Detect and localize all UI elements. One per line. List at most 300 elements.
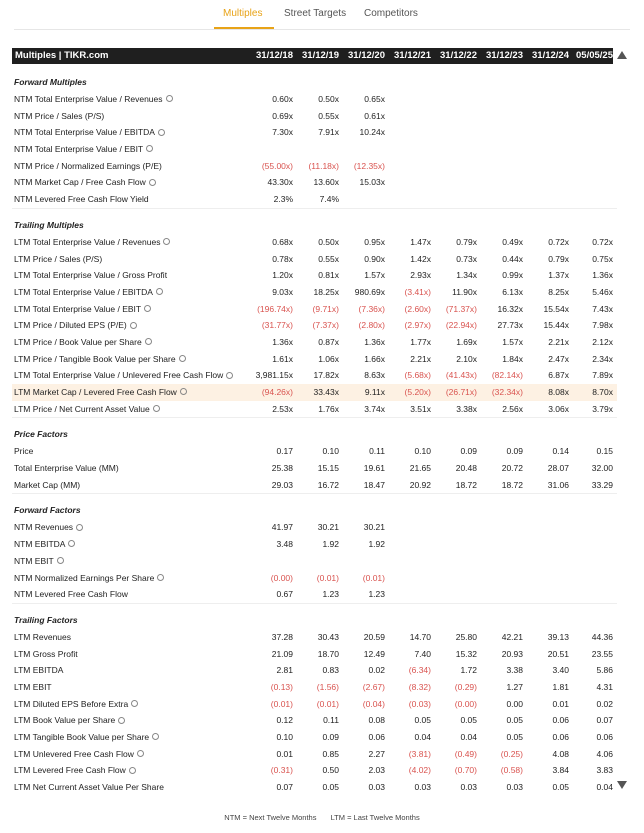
info-icon[interactable] <box>118 717 125 724</box>
table-cell: 1.92 <box>368 539 385 550</box>
row-label-text: LTM Total Enterprise Value / Unlevered Free Cash Flow <box>14 370 224 381</box>
table-cell: 21.65 <box>409 463 431 474</box>
row-label-text: Price <box>14 446 34 457</box>
table-cell: 0.79x <box>456 236 477 247</box>
table-cell: 2.56x <box>502 403 523 414</box>
table-cell: 0.78x <box>272 253 293 264</box>
column-header: 31/12/23 <box>486 50 523 61</box>
row-label-text: NTM Total Enterprise Value / EBIT <box>14 144 144 155</box>
table-cell: 0.95x <box>364 236 385 247</box>
table-cell: 0.09 <box>506 446 523 457</box>
table-row[interactable] <box>12 712 617 729</box>
table-cell: (2.80x) <box>358 320 385 331</box>
table-cell: 20.72 <box>501 463 523 474</box>
table-cell: (8.32) <box>408 681 431 692</box>
table-cell: (3.81) <box>408 748 431 759</box>
table-cell: 8.63x <box>364 370 385 381</box>
table-cell: 14.70 <box>409 631 431 642</box>
table-cell: 2.93x <box>410 270 431 281</box>
table-cell: 0.72x <box>548 236 569 247</box>
table-cell: 980.69x <box>354 286 385 297</box>
table-cell: 0.06 <box>552 715 569 726</box>
row-label <box>14 570 164 587</box>
row-label <box>14 460 119 477</box>
table-cell: 0.05 <box>460 715 477 726</box>
info-icon[interactable] <box>145 338 152 345</box>
info-icon[interactable] <box>129 767 136 774</box>
row-label <box>14 334 152 351</box>
table-cell: 2.12x <box>592 336 613 347</box>
table-cell: (82.14x) <box>491 370 523 381</box>
table-row[interactable] <box>12 317 617 334</box>
table-cell: 18.72 <box>501 479 523 490</box>
table-cell: 0.50x <box>318 94 339 104</box>
table-cell: 4.31 <box>596 681 613 692</box>
info-icon[interactable] <box>149 179 156 186</box>
table-row[interactable] <box>12 460 617 477</box>
row-label-text: NTM Price / Normalized Earnings (P/E) <box>14 160 162 171</box>
table-row[interactable] <box>12 234 617 251</box>
info-icon[interactable] <box>180 388 187 395</box>
table-cell: 3.40 <box>552 665 569 676</box>
table-cell: 0.65x <box>364 94 385 104</box>
table-cell: (5.20x) <box>404 387 431 397</box>
row-label <box>14 729 159 746</box>
table-cell: (7.36x) <box>358 303 385 314</box>
table-cell: 0.02 <box>368 665 385 676</box>
row-label-text: NTM Price / Sales (P/S) <box>14 110 105 121</box>
info-icon[interactable] <box>163 238 170 245</box>
table-cell: 25.80 <box>455 631 477 642</box>
table-cell: 30.21 <box>363 522 385 533</box>
table-cell: 0.05 <box>506 715 523 726</box>
table-cell: 3.79x <box>592 403 613 414</box>
table-cell: 0.05 <box>322 782 339 793</box>
table-row[interactable] <box>12 477 617 494</box>
table-cell: 0.04 <box>414 732 431 742</box>
table-header <box>12 48 613 64</box>
table-row[interactable] <box>12 536 617 553</box>
table-cell: (0.00) <box>454 698 477 709</box>
table-row[interactable] <box>12 141 617 158</box>
table-cell: 0.09 <box>460 446 477 457</box>
table-cell: 20.51 <box>547 648 569 659</box>
table-cell: (94.26x) <box>261 387 293 397</box>
table-cell: 18.47 <box>363 479 385 490</box>
table-cell: 8.25x <box>548 286 569 297</box>
row-label <box>14 367 233 384</box>
table-row[interactable] <box>12 158 617 175</box>
table-row[interactable] <box>12 519 617 536</box>
table-row[interactable] <box>12 586 617 603</box>
row-label <box>14 284 163 301</box>
table-row[interactable] <box>12 301 617 318</box>
table-row[interactable] <box>12 779 617 796</box>
table-cell: 0.17 <box>276 446 293 457</box>
table-cell: 1.42x <box>410 253 431 264</box>
section-title: Price Factors <box>14 429 68 440</box>
table-cell: 0.01 <box>552 698 569 709</box>
table-row[interactable] <box>12 662 617 679</box>
row-label-text: LTM Levered Free Cash Flow <box>14 765 126 776</box>
row-label-text: NTM Market Cap / Free Cash Flow <box>14 177 146 188</box>
table-row[interactable] <box>12 124 617 141</box>
table-cell: 18.70 <box>317 648 339 659</box>
table-cell: (0.25) <box>500 748 523 759</box>
row-label-text: LTM Book Value per Share <box>14 715 116 726</box>
table-cell: 2.21x <box>410 353 431 364</box>
row-label-text: LTM EBITDA <box>14 665 64 676</box>
row-label-text: LTM Revenues <box>14 631 72 642</box>
table-cell: 17.82x <box>313 370 339 381</box>
table-row[interactable] <box>12 91 617 108</box>
row-label <box>14 629 71 646</box>
row-label <box>14 191 149 208</box>
table-row[interactable] <box>12 351 617 368</box>
table-cell: 0.81x <box>318 270 339 281</box>
row-label <box>14 174 156 191</box>
table-cell: 16.72 <box>317 479 339 490</box>
table-cell: (0.58) <box>500 765 523 776</box>
tab-competitors[interactable]: Competitors <box>364 8 418 19</box>
row-label-text: LTM Market Cap / Levered Free Cash Flow <box>14 387 177 397</box>
table-cell: (26.71x) <box>445 387 477 397</box>
row-label <box>14 267 167 284</box>
table-cell: 33.43x <box>313 387 339 397</box>
info-icon[interactable] <box>131 700 138 707</box>
table-row[interactable] <box>12 646 617 663</box>
table-cell: 0.79x <box>548 253 569 264</box>
table-cell: 2.03 <box>368 765 385 776</box>
section-divider <box>12 417 617 426</box>
table-cell: 27.73x <box>497 320 523 331</box>
table-row[interactable] <box>12 401 617 418</box>
table-row[interactable] <box>12 384 617 401</box>
table-cell: 4.06 <box>596 748 613 759</box>
table-cell: 3.51x <box>410 403 431 414</box>
table-cell: 0.60x <box>272 94 293 104</box>
table-cell: (4.02) <box>408 765 431 776</box>
table-cell: 7.43x <box>592 303 613 314</box>
scroll-up-arrow-icon[interactable] <box>617 51 627 59</box>
table-cell: 13.60x <box>313 177 339 188</box>
row-label-text: LTM Total Enterprise Value / Gross Profit <box>14 270 168 281</box>
table-cell: 2.53x <box>272 403 293 414</box>
row-label <box>14 234 170 251</box>
table-cell: 0.67 <box>276 589 293 600</box>
table-cell: 33.29 <box>591 479 613 490</box>
table-cell: 0.55x <box>318 110 339 121</box>
table-row[interactable] <box>12 284 617 301</box>
info-icon[interactable] <box>157 574 164 581</box>
table-cell: 7.98x <box>592 320 613 331</box>
table-row[interactable] <box>12 174 617 191</box>
table-cell: (0.01) <box>362 572 385 583</box>
table-cell: (0.29) <box>454 681 477 692</box>
table-cell: 2.10x <box>456 353 477 364</box>
table-cell: 23.55 <box>591 648 613 659</box>
table-cell: 7.40 <box>414 648 431 659</box>
table-cell: 0.50x <box>318 236 339 247</box>
section-title: Trailing Multiples <box>14 219 84 230</box>
row-label-text: LTM Price / Sales (P/S) <box>14 253 103 264</box>
row-label <box>14 251 102 268</box>
row-label-text: NTM Total Enterprise Value / Revenues <box>14 94 163 104</box>
row-label-text: NTM Revenues <box>14 522 74 533</box>
table-cell: 16.32x <box>497 303 523 314</box>
table-cell: 7.30x <box>272 127 293 138</box>
row-label-text: NTM Total Enterprise Value / EBITDA <box>14 127 155 138</box>
tabs-divider <box>14 29 630 30</box>
row-label <box>14 746 144 763</box>
row-label <box>14 317 137 334</box>
table-cell: 2.47x <box>548 353 569 364</box>
row-label-text: LTM Price / Diluted EPS (P/E) <box>14 320 127 331</box>
table-cell: 15.54x <box>543 303 569 314</box>
table-row[interactable] <box>12 746 617 763</box>
table-cell: 19.61 <box>363 463 385 474</box>
row-label <box>14 91 173 108</box>
table-row[interactable] <box>12 553 617 570</box>
row-label-text: LTM Gross Profit <box>14 648 78 659</box>
table-cell: (55.00x) <box>261 160 293 171</box>
table-cell: 28.07 <box>547 463 569 474</box>
info-icon[interactable] <box>76 524 83 531</box>
table-cell: 0.06 <box>596 732 613 742</box>
table-cell: (5.68x) <box>404 370 431 381</box>
tab-bar <box>0 0 644 30</box>
info-icon[interactable] <box>153 405 160 412</box>
row-label-text: NTM Levered Free Cash Flow Yield <box>14 194 149 205</box>
table-cell: 20.59 <box>363 631 385 642</box>
table-cell: 30.21 <box>317 522 339 533</box>
table-cell: 0.03 <box>368 782 385 793</box>
info-icon[interactable] <box>130 322 137 329</box>
table-cell: 1.23 <box>368 589 385 600</box>
table-row[interactable] <box>12 729 617 746</box>
table-cell: 20.92 <box>409 479 431 490</box>
table-cell: 3.74x <box>364 403 385 414</box>
table-cell: 4.08 <box>552 748 569 759</box>
table-cell: (11.18x) <box>308 160 339 171</box>
table-cell: 0.02 <box>596 698 613 709</box>
table-cell: 15.32 <box>455 648 477 659</box>
table-cell: 0.90x <box>364 253 385 264</box>
tab-street-targets[interactable]: Street Targets <box>284 8 347 19</box>
info-icon[interactable] <box>226 372 233 379</box>
table-cell: 42.21 <box>501 631 523 642</box>
table-cell: 1.76x <box>318 403 339 414</box>
table-cell: 2.34x <box>592 353 613 364</box>
table-cell: 15.15 <box>317 463 339 474</box>
info-icon[interactable] <box>179 355 186 362</box>
table-cell: 18.72 <box>455 479 477 490</box>
row-label <box>14 536 75 553</box>
row-label-text: LTM Price / Book Value per Share <box>14 336 142 347</box>
table-cell: 15.44x <box>543 320 569 331</box>
table-cell: 0.61x <box>364 110 385 121</box>
table-cell: 11.90x <box>452 286 477 297</box>
table-cell: 0.00 <box>506 698 523 709</box>
ntm-legend: NTM = Next Twelve Months <box>224 813 317 822</box>
table-cell: 1.47x <box>410 236 431 247</box>
table-cell: 1.36x <box>272 336 293 347</box>
row-label-text: Total Enterprise Value (MM) <box>14 463 119 474</box>
table-cell: (0.00) <box>270 572 293 583</box>
table-cell: 0.09 <box>322 732 339 742</box>
table-cell: 1.57x <box>364 270 385 281</box>
table-cell: 0.07 <box>596 715 613 726</box>
table-cell: 1.92 <box>322 539 339 550</box>
table-cell: 1.20x <box>272 270 293 281</box>
row-label-text: LTM EBIT <box>14 681 52 692</box>
table-cell: 21.09 <box>271 648 293 659</box>
scroll-down-arrow-icon[interactable] <box>617 781 627 789</box>
table-cell: 29.03 <box>271 479 293 490</box>
table-cell: 0.44x <box>502 253 523 264</box>
column-header: 31/12/20 <box>348 50 385 61</box>
table-row[interactable] <box>12 191 617 208</box>
table-cell: 1.72 <box>460 665 477 676</box>
row-label <box>14 108 104 125</box>
table-cell: 8.70x <box>592 387 613 397</box>
table-cell: 7.4% <box>319 194 339 205</box>
table-cell: 15.03x <box>359 177 385 188</box>
table-cell: 9.11x <box>364 387 385 397</box>
row-label <box>14 158 162 175</box>
table-cell: 2.21x <box>548 336 569 347</box>
table-cell: 5.86 <box>596 665 613 676</box>
table-cell: 0.49x <box>502 236 523 247</box>
row-label-text: NTM EBITDA <box>14 539 66 550</box>
table-cell: 0.05 <box>552 782 569 793</box>
table-cell: (0.31) <box>270 765 293 776</box>
table-row[interactable] <box>12 443 617 460</box>
table-cell: (0.04) <box>362 698 385 709</box>
table-cell: 0.73x <box>456 253 477 264</box>
table-cell: (2.67) <box>362 681 385 692</box>
table-cell: 0.87x <box>318 336 339 347</box>
section-divider <box>12 603 617 612</box>
info-icon[interactable] <box>146 145 153 152</box>
info-icon[interactable] <box>156 288 163 295</box>
row-label-text: LTM Price / Net Current Asset Value <box>14 403 150 414</box>
table-row[interactable] <box>12 267 617 284</box>
row-label <box>14 679 52 696</box>
row-label-text: NTM Normalized Earnings Per Share <box>14 572 155 583</box>
table-cell: 6.13x <box>502 286 523 297</box>
table-row[interactable] <box>12 629 617 646</box>
section-divider <box>12 493 617 502</box>
table-cell: 12.49 <box>363 648 385 659</box>
table-row[interactable] <box>12 251 617 268</box>
multiples-table <box>12 74 617 796</box>
table-row[interactable] <box>12 762 617 779</box>
table-cell: 3.48 <box>276 539 293 550</box>
table-row[interactable] <box>12 679 617 696</box>
table-cell: 1.23 <box>322 589 339 600</box>
table-cell: 1.06x <box>318 353 339 364</box>
table-cell: 1.61x <box>272 353 293 364</box>
table-row[interactable] <box>12 367 617 384</box>
info-icon[interactable] <box>152 733 159 740</box>
row-label-text: NTM EBIT <box>14 555 54 566</box>
table-row[interactable] <box>12 334 617 351</box>
info-icon[interactable] <box>68 540 75 547</box>
row-label-text: LTM Total Enterprise Value / EBIT <box>14 303 142 314</box>
table-cell: 3,981.15x <box>255 370 293 381</box>
table-cell: 9.03x <box>272 286 293 297</box>
row-label <box>14 586 128 603</box>
table-row[interactable] <box>12 570 617 587</box>
table-row[interactable] <box>12 108 617 125</box>
info-icon[interactable] <box>158 129 165 136</box>
table-cell: (32.34x) <box>491 387 523 397</box>
column-header: 31/12/21 <box>394 50 431 61</box>
row-label <box>14 662 63 679</box>
table-cell: 1.36x <box>364 336 385 347</box>
table-cell: (71.37x) <box>445 303 477 314</box>
table-cell: 0.05 <box>414 715 431 726</box>
table-cell: 3.38x <box>456 403 477 414</box>
column-header: 31/12/19 <box>302 50 339 61</box>
row-label-text: LTM Unlevered Free Cash Flow <box>14 748 134 759</box>
table-cell: 0.15 <box>596 446 613 457</box>
table-cell: 2.27 <box>368 748 385 759</box>
table-cell: 1.37x <box>548 270 569 281</box>
column-header: 31/12/24 <box>532 50 569 61</box>
table-cell: 0.04 <box>596 782 613 793</box>
row-label-text: LTM Tangible Book Value per Share <box>14 732 150 742</box>
table-cell: (12.35x) <box>353 160 385 171</box>
table-cell: (9.71x) <box>312 303 339 314</box>
table-cell: 0.06 <box>552 732 569 742</box>
table-cell: (6.34) <box>408 665 431 676</box>
tab-multiples[interactable]: Multiples <box>223 8 263 19</box>
info-icon[interactable] <box>57 557 64 564</box>
info-icon[interactable] <box>144 305 151 312</box>
table-cell: 41.97 <box>271 522 293 533</box>
table-cell: (0.13) <box>270 681 293 692</box>
table-cell: (0.01) <box>316 572 339 583</box>
table-row[interactable] <box>12 696 617 713</box>
row-label-text: LTM Diluted EPS Before Extra <box>14 698 129 709</box>
table-cell: (22.94x) <box>445 320 477 331</box>
info-icon[interactable] <box>137 750 144 757</box>
table-cell: 0.85 <box>322 748 339 759</box>
table-cell: 0.12 <box>276 715 293 726</box>
table-cell: 0.11 <box>369 446 385 457</box>
table-cell: 43.30x <box>267 177 293 188</box>
table-cell: 1.36x <box>592 270 613 281</box>
row-label-text: LTM Total Enterprise Value / Revenues <box>14 236 161 247</box>
table-cell: 2.81 <box>276 665 293 676</box>
table-cell: (0.70) <box>454 765 477 776</box>
row-label <box>14 696 138 713</box>
table-cell: (0.01) <box>316 698 339 709</box>
table-cell: 0.10 <box>322 446 339 457</box>
table-cell: (2.97x) <box>404 320 431 331</box>
table-cell: (2.60x) <box>404 303 431 314</box>
table-cell: 0.01 <box>276 748 293 759</box>
table-cell: (3.41x) <box>404 286 431 297</box>
table-cell: 30.43 <box>317 631 339 642</box>
table-cell: 5.46x <box>592 286 613 297</box>
table-cell: 0.50 <box>322 765 339 776</box>
table-cell: (0.03) <box>408 698 431 709</box>
info-icon[interactable] <box>166 95 173 102</box>
row-label <box>14 401 160 418</box>
